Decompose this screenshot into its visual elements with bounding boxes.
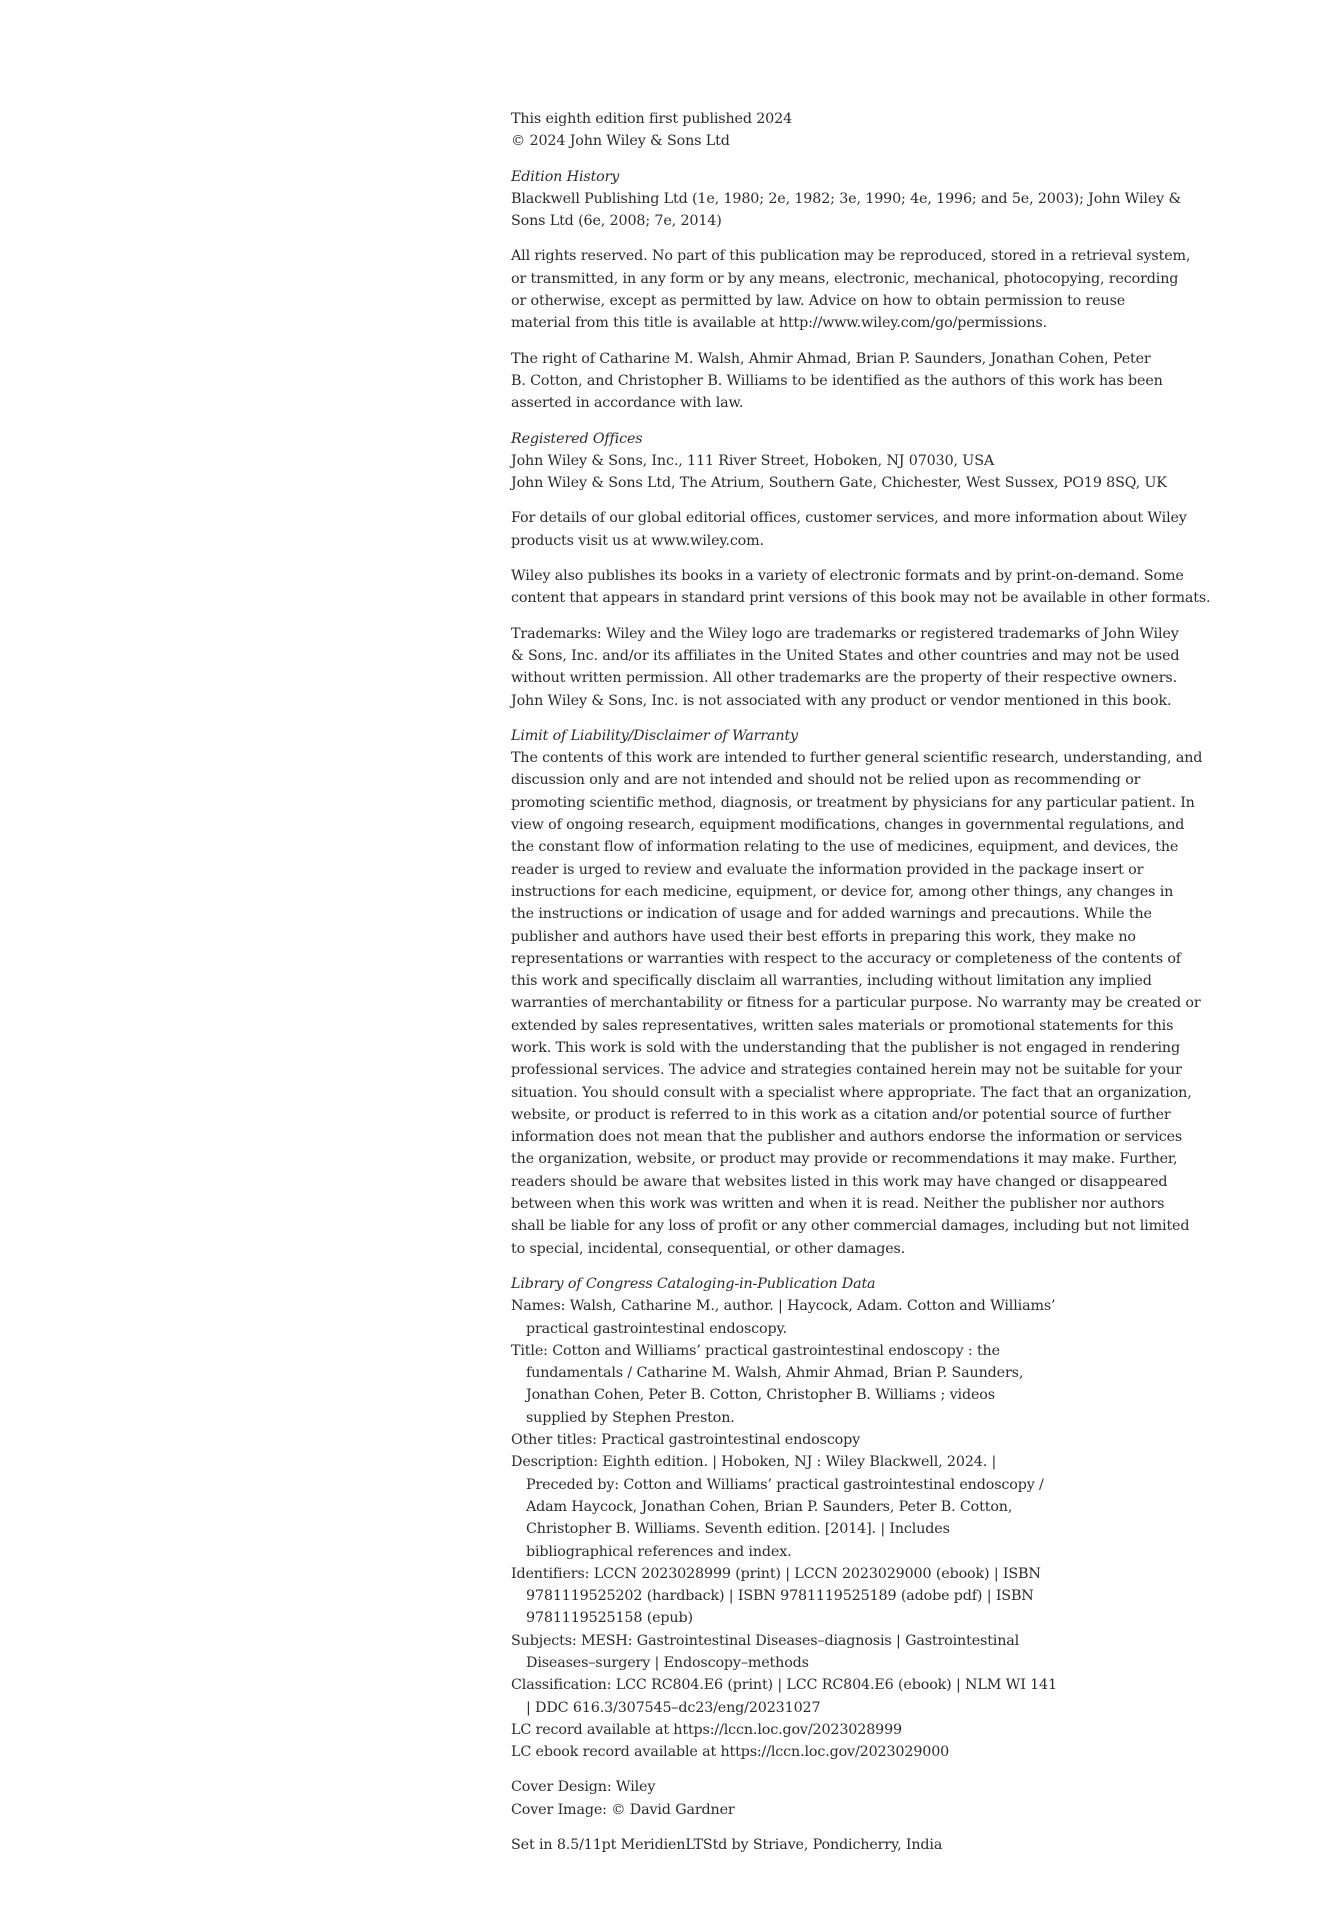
cip-line: Description: Eighth edition. | Hoboken, NJ : Wiley Blackwell, 2024. | bbox=[511, 1454, 997, 1471]
rights-line: or transmitted, in any form or by any means, electronic, mechanical, photocopying, recording bbox=[511, 270, 1179, 287]
cip-line: fundamentals / Catharine M. Walsh, Ahmir Ahmad, Brian P. Saunders, bbox=[526, 1365, 1024, 1382]
liability-line: shall be liable for any loss of profit or any other commercial damages, including but not limited bbox=[511, 1218, 1190, 1235]
rights-block bbox=[511, 245, 1236, 334]
cip-line: Preceded by: Cotton and Williams’ practical gastrointestinal endoscopy / bbox=[526, 1476, 1044, 1493]
liability-line: extended by sales representatives, written sales materials or promotional statements for this bbox=[511, 1017, 1174, 1034]
cip-line: | DDC 616.3/307545–dc23/eng/20231027 bbox=[526, 1699, 821, 1716]
formats-block bbox=[511, 565, 1236, 610]
liability-line: publisher and authors have used their best efforts in preparing this work, they make no bbox=[511, 928, 1136, 945]
cip-line: supplied by Stephen Preston. bbox=[526, 1409, 735, 1426]
formats-line: Wiley also publishes its books in a variety of electronic formats and by print-on-demand. Some bbox=[511, 568, 1184, 585]
rights-line: All rights reserved. No part of this publication may be reproduced, stored in a retrieval system, bbox=[511, 248, 1191, 265]
liability-line: to special, incidental, consequential, or other damages. bbox=[511, 1240, 906, 1257]
cip-line: Classification: LCC RC804.E6 (print) | LCC RC804.E6 (ebook) | NLM WI 141 bbox=[511, 1677, 1057, 1694]
cover-block bbox=[511, 1776, 1236, 1821]
liability-line: the constant flow of information relating to the use of medicines, equipment, and devices, the bbox=[511, 839, 1179, 856]
office-line: John Wiley & Sons Ltd, The Atrium, Southern Gate, Chichester, West Sussex, PO19 8SQ, UK bbox=[511, 475, 1167, 492]
liability-line: view of ongoing research, equipment modifications, changes in governmental regulations, and bbox=[511, 817, 1185, 834]
liability-line: reader is urged to review and evaluate the information provided in the package insert or bbox=[511, 861, 1144, 878]
liability-line: warranties of merchantability or fitness for a particular purpose. No warranty may be created or bbox=[511, 995, 1201, 1012]
liability-line: The contents of this work are intended to further general scientific research, understanding, and bbox=[511, 750, 1203, 767]
cip-line: Adam Haycock, Jonathan Cohen, Brian P. Saunders, Peter B. Cotton, bbox=[526, 1498, 1013, 1515]
cip-line: 9781119525202 (hardback) | ISBN 9781119525189 (adobe pdf) | ISBN bbox=[526, 1588, 1034, 1605]
liability-line: situation. You should consult with a specialist where appropriate. The fact that an organization, bbox=[511, 1084, 1192, 1101]
liability-line: the instructions or indication of usage and for added warnings and precautions. While the bbox=[511, 906, 1152, 923]
authors-right-block bbox=[511, 348, 1236, 415]
registered-offices-heading: Registered Offices bbox=[511, 430, 643, 447]
details-line: For details of our global editorial offices, customer services, and more information about Wiley bbox=[511, 510, 1187, 527]
liability-line: information does not mean that the publisher and authors endorse the information or services bbox=[511, 1129, 1183, 1146]
trademarks-line: John Wiley & Sons, Inc. is not associated with any product or vendor mentioned in this book. bbox=[511, 692, 1172, 709]
liability-line: promoting scientific method, diagnosis, or treatment by physicians for any particular patient. In bbox=[511, 794, 1195, 811]
office-line: John Wiley & Sons, Inc., 111 River Street, Hoboken, NJ 07030, USA bbox=[511, 452, 995, 469]
edition-history-heading: Edition History bbox=[511, 168, 620, 185]
liability-line: readers should be aware that websites listed in this work may have changed or disappeared bbox=[511, 1173, 1168, 1190]
cover-image-line: Cover Image: © David Gardner bbox=[511, 1801, 735, 1818]
edition-history-line: Blackwell Publishing Ltd (1e, 1980; 2e, 1982; 3e, 1990; 4e, 1996; and 5e, 2003); John Wiley & bbox=[511, 190, 1182, 207]
publication-block bbox=[511, 108, 1236, 153]
cip-heading: Library of Congress Cataloging-in-Publication Data bbox=[511, 1275, 876, 1292]
liability-line: representations or warranties with respect to the accuracy or completeness of the contents of bbox=[511, 950, 1181, 967]
trademarks-line: Trademarks: Wiley and the Wiley logo are trademarks or registered trademarks of John Wiley bbox=[511, 625, 1179, 642]
authors-right-line: asserted in accordance with law. bbox=[511, 395, 744, 412]
liability-line: instructions for each medicine, equipment, or device for, among other things, any changes in bbox=[511, 883, 1174, 900]
typesetting-line: Set in 8.5/11pt MeridienLTStd by Striave, Pondicherry, India bbox=[511, 1837, 943, 1854]
cip-line: bibliographical references and index. bbox=[526, 1543, 792, 1560]
copyright-line: © 2024 John Wiley & Sons Ltd bbox=[511, 133, 730, 150]
typesetting-block bbox=[511, 1834, 1236, 1856]
cip-line: Names: Walsh, Catharine M., author. | Haycock, Adam. Cotton and Williams’ bbox=[511, 1298, 1056, 1315]
authors-right-line: B. Cotton, and Christopher B. Williams to be identified as the authors of this work has been bbox=[511, 372, 1163, 389]
details-line: products visit us at www.wiley.com. bbox=[511, 532, 764, 549]
liability-line: the organization, website, or product may provide or recommendations it may make. Further, bbox=[511, 1151, 1178, 1168]
edition-line: This eighth edition first published 2024 bbox=[511, 111, 793, 127]
authors-right-line: The right of Catharine M. Walsh, Ahmir Ahmad, Brian P. Saunders, Jonathan Cohen, Peter bbox=[511, 350, 1151, 367]
liability-line: professional services. The advice and strategies contained herein may not be suitable for your bbox=[511, 1062, 1182, 1079]
liability-line: website, or product is referred to in this work as a citation and/or potential source of further bbox=[511, 1106, 1171, 1123]
registered-offices-block bbox=[511, 428, 1236, 495]
details-block bbox=[511, 507, 1236, 552]
cip-line: LC ebook record available at https://lccn.loc.gov/2023029000 bbox=[511, 1744, 950, 1761]
cip-line: Jonathan Cohen, Peter B. Cotton, Christopher B. Williams ; videos bbox=[526, 1387, 995, 1404]
cip-line: Other titles: Practical gastrointestinal endoscopy bbox=[511, 1432, 861, 1449]
trademarks-line: & Sons, Inc. and/or its affiliates in the United States and other countries and may not be used bbox=[511, 647, 1180, 664]
cip-line: Title: Cotton and Williams’ practical gastrointestinal endoscopy : the bbox=[511, 1342, 1000, 1359]
cip-line: Subjects: MESH: Gastrointestinal Diseases–diagnosis | Gastrointestinal bbox=[511, 1632, 1020, 1649]
copyright-page bbox=[511, 108, 1236, 1869]
liability-heading: Limit of Liability/Disclaimer of Warranty bbox=[511, 727, 798, 744]
liability-line: this work and specifically disclaim all warranties, including without limitation any implied bbox=[511, 973, 1152, 990]
liability-line: discussion only and are not intended and should not be relied upon as recommending or bbox=[511, 772, 1141, 789]
liability-block bbox=[511, 725, 1236, 1260]
liability-line: between when this work was written and when it is read. Neither the publisher nor authors bbox=[511, 1196, 1165, 1213]
edition-history-block bbox=[511, 166, 1236, 233]
trademarks-block bbox=[511, 623, 1236, 712]
cip-line: LC record available at https://lccn.loc.gov/2023028999 bbox=[511, 1721, 902, 1738]
cip-line: Christopher B. Williams. Seventh edition. [2014]. | Includes bbox=[526, 1521, 950, 1538]
trademarks-line: without written permission. All other trademarks are the property of their respective owners. bbox=[511, 670, 1178, 687]
cover-design-line: Cover Design: Wiley bbox=[511, 1779, 656, 1796]
cip-line: practical gastrointestinal endoscopy. bbox=[526, 1320, 787, 1337]
cip-line: 9781119525158 (epub) bbox=[526, 1610, 693, 1627]
rights-line: material from this title is available at http://www.wiley.com/go/permissions. bbox=[511, 315, 1047, 332]
cip-block bbox=[511, 1273, 1236, 1764]
cip-line: Identifiers: LCCN 2023028999 (print) | LCCN 2023029000 (ebook) | ISBN bbox=[511, 1565, 1041, 1582]
rights-line: or otherwise, except as permitted by law. Advice on how to obtain permission to reuse bbox=[511, 293, 1126, 310]
edition-history-line: Sons Ltd (6e, 2008; 7e, 2014) bbox=[511, 213, 722, 230]
cip-line: Diseases–surgery | Endoscopy–methods bbox=[526, 1655, 809, 1671]
liability-line: work. This work is sold with the understanding that the publisher is not engaged in rendering bbox=[511, 1039, 1180, 1056]
formats-line: content that appears in standard print versions of this book may not be available in other formats. bbox=[511, 590, 1211, 607]
